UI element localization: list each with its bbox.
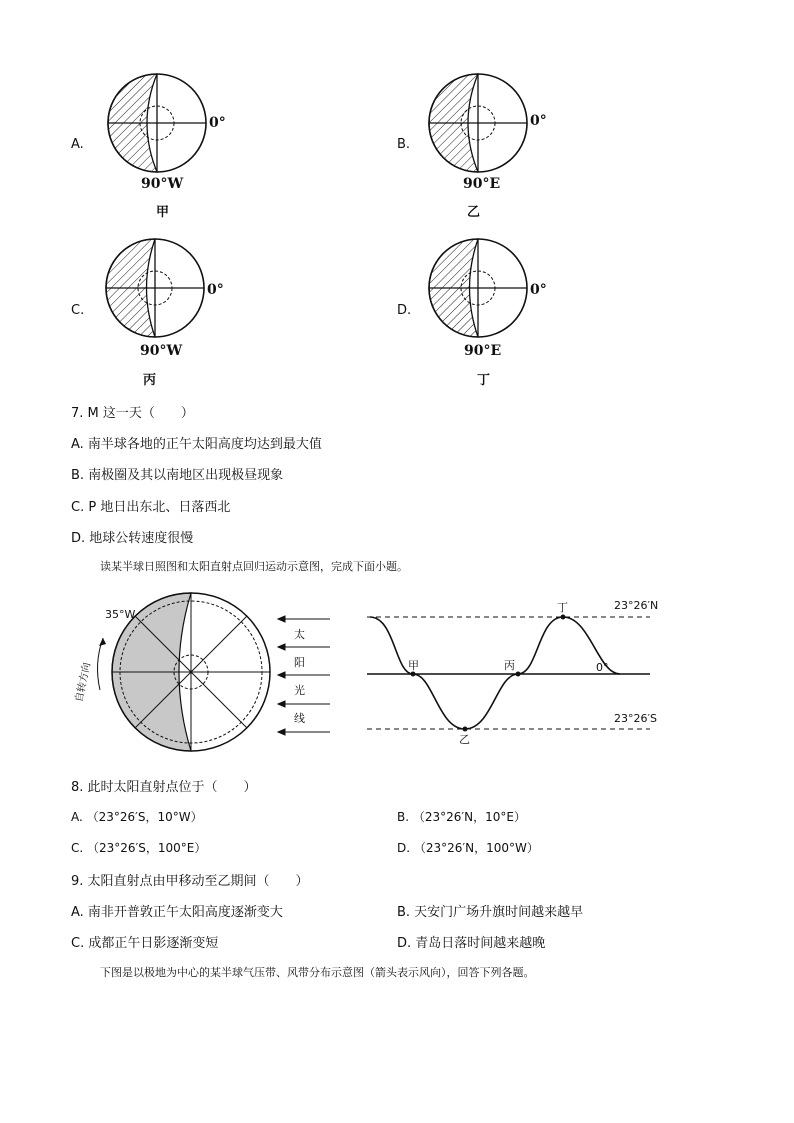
point-jia: 甲 bbox=[408, 659, 419, 672]
option-b-label: B. bbox=[397, 137, 411, 152]
q7-option-a: A. 南半球各地的正午太阳高度均达到最大值 bbox=[71, 437, 322, 452]
q7-option-d: D. 地球公转速度很慢 bbox=[71, 531, 194, 546]
globe-a bbox=[108, 74, 206, 172]
q8-option-b: B. （23°26′N，10°E） bbox=[397, 810, 526, 824]
q8-option-d: D. （23°26′N，100°W） bbox=[397, 841, 539, 855]
globe-d-longitude-label: 90°E bbox=[464, 343, 502, 359]
option-a-label: A. bbox=[71, 137, 84, 152]
globe-d-name: 丁 bbox=[477, 373, 491, 388]
tropic-north-label: 23°26′N bbox=[614, 599, 659, 612]
globe-b bbox=[429, 74, 527, 172]
equator-label: 0° bbox=[596, 661, 609, 674]
option-d-label: D. bbox=[397, 303, 412, 318]
q9-option-b: B. 天安门广场升旗时间越来越早 bbox=[397, 905, 584, 920]
q9-option-c: C. 成都正午日影逐渐变短 bbox=[71, 936, 219, 951]
globe-b-name: 乙 bbox=[467, 205, 481, 220]
longitude-35w-label: 35°W bbox=[105, 608, 136, 621]
sunlight-char-3: 光 bbox=[294, 684, 305, 697]
sunlight-char-4: 线 bbox=[294, 712, 305, 725]
q7-option-c: C. P 地日出东北、日落西北 bbox=[71, 500, 231, 515]
globe-b-longitude-label: 90°E bbox=[463, 176, 501, 192]
globe-options-figure bbox=[0, 0, 794, 400]
q8-stem: 8. 此时太阳直射点位于（ ） bbox=[71, 780, 257, 795]
q9-option-d: D. 青岛日落时间越来越晚 bbox=[397, 936, 546, 951]
intro-2: 下图是以极地为中心的某半球气压带、风带分布示意图（箭头表示风向），回答下列各题。 bbox=[100, 966, 535, 979]
q9-option-a: A. 南非开普敦正午太阳高度逐渐变大 bbox=[71, 905, 283, 920]
q9-stem: 9. 太阳直射点由甲移动至乙期间（ ） bbox=[71, 874, 309, 889]
globe-b-equator-label: 0° bbox=[530, 113, 547, 129]
sunlight-char-2: 阳 bbox=[294, 656, 305, 669]
sunlight-figure bbox=[0, 580, 794, 760]
tropic-south-label: 23°26′S bbox=[614, 712, 657, 725]
globe-d-equator-label: 0° bbox=[530, 282, 547, 298]
q7-option-b: B. 南极圈及其以南地区出现极昼现象 bbox=[71, 468, 284, 483]
globe-d bbox=[429, 239, 527, 337]
rotation-direction-label: 自转方向 bbox=[73, 661, 93, 704]
globe-c bbox=[106, 239, 204, 337]
globe-c-equator-label: 0° bbox=[207, 282, 224, 298]
q8-option-a: A. （23°26′S，10°W） bbox=[71, 810, 203, 824]
sunlight-char-1: 太 bbox=[294, 628, 305, 641]
point-ding: 丁 bbox=[557, 601, 568, 614]
globe-c-name: 丙 bbox=[143, 373, 157, 388]
globe-a-equator-label: 0° bbox=[209, 115, 226, 131]
point-bing: 丙 bbox=[504, 659, 515, 672]
globe-a-longitude-label: 90°W bbox=[141, 176, 184, 192]
point-yi: 乙 bbox=[459, 733, 470, 746]
globe-c-longitude-label: 90°W bbox=[140, 343, 183, 359]
q7-stem: 7. M 这一天（ ） bbox=[71, 406, 194, 421]
option-c-label: C. bbox=[71, 303, 85, 318]
intro-1: 读某半球日照图和太阳直射点回归运动示意图，完成下面小题。 bbox=[100, 560, 408, 573]
q8-option-c: C. （23°26′S，100°E） bbox=[71, 841, 207, 855]
globe-a-name: 甲 bbox=[156, 205, 170, 220]
